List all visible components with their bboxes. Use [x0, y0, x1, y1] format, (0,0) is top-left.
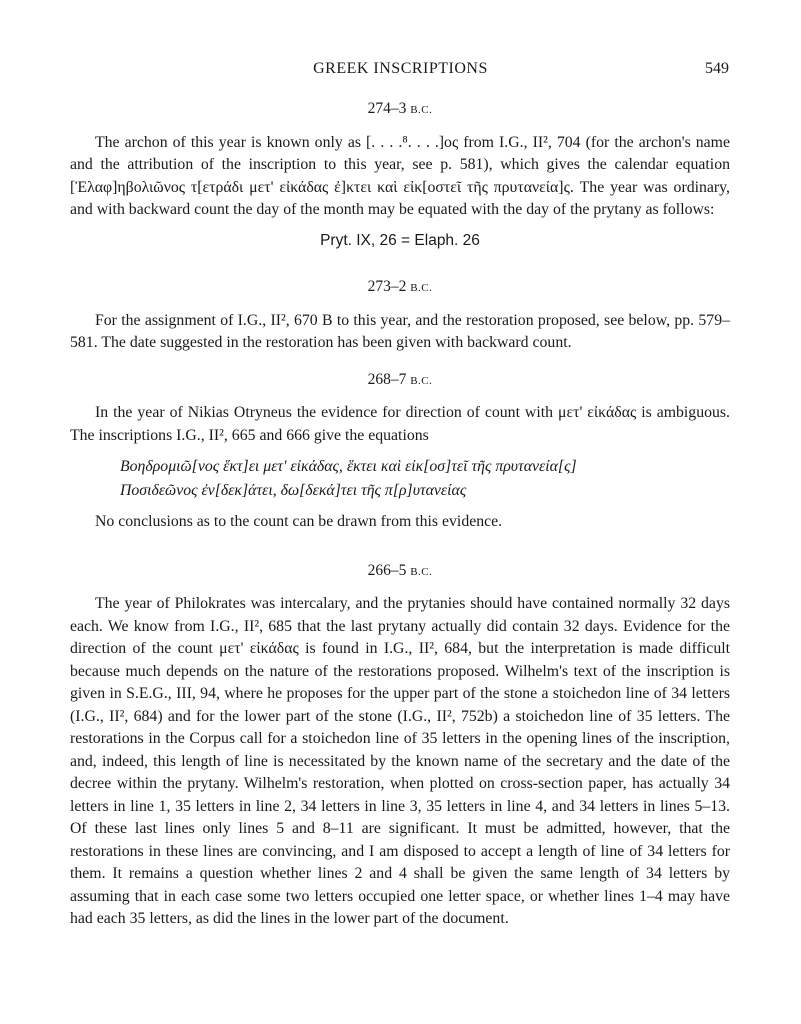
year-heading-era: B.C. [410, 104, 433, 116]
paragraph: The archon of this year is known only as [. . . .⁸. . . .]ος from I.G., II², 704 (for the archon's name and the attribution of the inscription to this year, see p. 581), which gives the calendar equation [Ἐλαφ]ηβολιῶνος τ[ετράδι μετ' εἰκάδας ἐ]κτει καὶ εἰκ[οστεῖ τῆς πρυτανεία]ς. The year was ordinary, and with backward count the day of the month may be equated with the day of the prytany as follows: [70, 133, 730, 218]
main-text [70, 98, 730, 931]
running-head [0, 60, 801, 82]
paragraph: The year of Philokrates was intercalary, and the prytanies should have contained normally 32 days each. We know from I.G., II², 685 that the last prytany actually did contain 32 days. Evidence for the direction of the count μετ' εἰκάδας is found in I.G., II², 684, but the interpretation is made difficult because much depends on the nature of the restorations proposed. Wilhelm's text of the inscription is given in S.E.G., III, 94, where he proposes for the upper part of the stone a stoichedon line of 34 letters (I.G., II², 684) and for the lower part of the stone (I.G., II², 752b) a stoichedon line of 35 letters. The restorations in the Corpus call for a stoichedon line of 35 letters in the opening lines of the inscription, and, indeed, this length of line is necessitated by the known name of the secretary and the date of the decree within the prytany. Wilhelm's restoration, when plotted on cross-section paper, has actually 34 letters in line 1, 35 letters in line 2, 34 letters in line 3, 35 letters in line 4, and 34 letters in lines 5–13. Of these last lines only lines 5 and 8–11 are significant. It must be admitted, however, that the restorations in these lines are convincing, and I am disposed to accept a length of line of 34 letters for them. It remains a question whether lines 2 and 4 shall be given the same length of 34 letters by assuming that in each case some two letters occupied one letter space, or whether lines 1–4 may have had each 35 letters, as did the lines in the lower part of the document. [70, 595, 730, 927]
year-heading [70, 276, 730, 300]
paragraph: For the assignment of I.G., II², 670 B to this year, and the restoration proposed, see below, pp. 579–581. The date suggested in the restoration has been given with backward count. [70, 311, 730, 351]
year-heading-number: 274–3 [367, 100, 407, 117]
year-heading-number: 268–7 [367, 370, 407, 388]
year-heading-number: 266–5 [367, 561, 407, 579]
running-title: GREEK INSCRIPTIONS [313, 60, 488, 77]
paragraph: In the year of Nikias Otryneus the evidence for direction of count with μετ' εἰκάδας is ambiguous. The inscriptions I.G., II², 665 and 666 give the equations [70, 404, 730, 444]
greek-equations [120, 455, 730, 503]
year-heading-era: B.C. [410, 282, 433, 294]
calendar-equation: Pryt. IX, 26 = Elaph. 26 [320, 231, 480, 249]
year-heading [70, 98, 730, 122]
closing-sentence: No conclusions as to the count can be drawn from this evidence. [95, 513, 503, 530]
year-heading [70, 369, 730, 393]
year-heading-era: B.C. [410, 565, 433, 578]
year-heading [70, 560, 730, 584]
year-heading-number: 273–2 [367, 278, 407, 295]
page-number: 549 [705, 60, 729, 77]
greek-equation-line: Ποσιδεῶνος ἐν[δεκ]άτει, δω[δεκά]τει τῆς π[ρ]υτανείας [120, 482, 467, 499]
year-heading-era: B.C. [410, 374, 433, 387]
greek-equation-line: Βοηδρομιῶ[νος ἕκτ]ει μετ' εἰκάδας, ἕκτει καὶ εἰκ[οσ]τεῖ τῆς πρυτανεία[ς] [120, 458, 577, 475]
